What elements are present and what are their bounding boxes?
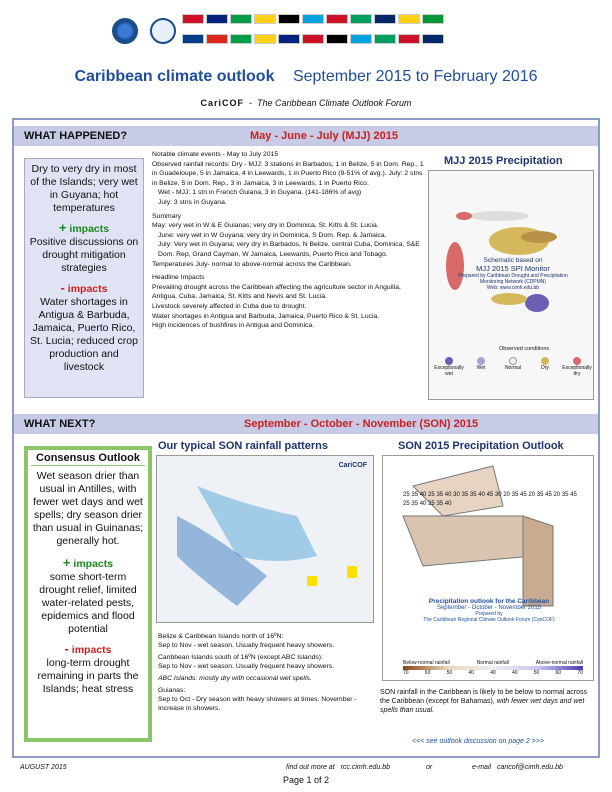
wmo-logo [150,18,176,44]
outlook-map-title: SON 2015 Precipitation Outlook [398,440,564,452]
legend-item: Normal [497,357,529,377]
summary-item: May: very wet in W & E Guianas; very dry in Dominica, St. Kitts & St. Lucia. [152,222,379,230]
flag-strip [182,14,462,52]
footer-or: or [426,764,433,771]
outlook-map: 25 35 40 25 35 40 30 35 35 40 45 30 20 35 45 20 35 45 20 35 45 25 35 40 25 35 40 Precipitation outlook for the Caribbean September - October - November 2015 Prepared by The Caribbean Regional Climate Outlook Forum (CariCOF) Below-normal rainfall Normal rainfall Above-normal rainfall 70 60 50 40 40 40 50 60 70 [382,455,594,681]
notable-item: Wet - MJJ: 1 stn in French Guiana, 3 in Guyana. (141-186% of avg) [158,189,362,197]
rainfall-map-title: Our typical SON rainfall patterns [158,440,328,452]
footer-email-link[interactable]: caricof@cimh.edu.bb [497,764,563,771]
notable-events: Notable climate events - May to July 2015 Observed rainfall records: Dry - MJJ: 3 stations in Barbados, 1 in Belize, 5 in Dom. Rep., 1 in Guadeloupe, 5 in Jamaica, 4 in Leewards, 1 in Puerto Rico (9-51% of avg.). July: 2 stns in Belize, 5 in Dom. Rep., 3 in Jamaica, 3 in Leewards, 1 in Puerto Rico. Wet - MJJ: 1 stn in French Guiana, 3 in Guyana. (141-186% of avg) July: 3 stns in Guyana. Summary May: very wet in W & E Guianas; very dry in Dominica, St. Kitts & St. Lucia. June: very wet in W Guyana; very dry in Dominica, S Dom. Rep. & Jamaica. July: Very wet in Guyana; very dry in Barbados, N Belize, central Cuba, Dominica, S&E Dom. Rep, Grand Cayman, W Jamaica, Leewards, Puerto Rico and Tobago. Temperatures July- normal to above-normal across the Caribbean. Headline Impacts Prevailing drought across the Caribbean affecting the agriculture sector in Anguilla, Antigua, Cuba, Jamaica, St. Kitts and Nevis and St. Lucia. Livestock severely affected in Cuba due to drought. Water shortages in Antigua and Barbuda, Jamaica, Puerto Rico & St. Lucia. High incidences of bushfires in Antigua and Dominica. [152,151,424,330]
page-title: Caribbean climate outlook September 2015 to February 2016 [74,68,538,85]
page-number: Page 1 of 2 [282,775,330,785]
rainfall-map-graphic [157,456,375,624]
headline-item: High incidences of bushfires in Antigua and Dominica. [152,322,315,330]
headline-item: Livestock severely affected in Cuba due to drought. [152,302,307,310]
rainfall-map: CariCOF [156,455,374,623]
mjj-legend [433,357,593,377]
legend-item: Exceptionally wet [433,357,465,377]
outlook-legend: Below-normal rainfall Normal rainfall Above-normal rainfall 70 60 50 40 40 40 50 60 70 [403,660,583,676]
legend-item: Exceptionally dry [561,357,593,377]
footer-site-link[interactable]: rcc.cimh.edu.bb [340,764,391,771]
notable-item: July: 3 stns in Guyana. [158,198,227,206]
summary-item: Temperatures July- normal to above-normal across the Caribbean. [152,260,352,268]
legend-item: Wet [465,357,497,377]
footer-find-more: find out more at rcc.cimh.edu.bb [286,764,391,771]
what-happened-band: WHAT HAPPENED? May - June - July (MJJ) 2015 [14,126,598,146]
summary-item: June: very wet in W Guyana; very dry in Dominica, S Dom. Rep. & Jamaica. [158,231,387,239]
what-next-band: WHAT NEXT? September - October - November (SON) 2015 [14,414,598,434]
what-next-sidebar: Consensus Outlook Wet season drier than usual in Antilles, with fewer wet days and wet spells; dry season drier than usual in Guinanas; generally hot. + impacts some short-term drought relief, limited water-related pests, epidemics and flood potential - impacts long-term drought remaining in parts the Islands; heat stress [24,446,152,742]
mjj-map-title: MJJ 2015 Precipitation [444,155,563,167]
legend-item: Dry [529,357,561,377]
rainfall-notes: Belize & Caribbean Islands north of 16ºN: Sep to Nov - wet season. Usually frequent heavy showers. Caribbean Islands south of 16ºN (except ABC Islands): Sep to Nov - wet season. Usually frequent heavy showers. ABC Islands: mostly dry with occasional wet spells. Guianas: Sep to Oct - Dry season with heavy showers at times. November - Increase in showers. [158,633,357,712]
notable-item: Observed rainfall records: Dry - MJJ: 3 stations in Barbados, 1 in Belize, 5 in Dom. Rep., 1 in Guadeloupe, 5 in Jamaica, 4 in Leewards, 1 in Puerto Rico (9-51% of avg.). July: 2 stns in Belize, 5 in Dom. Rep., 3 in Jamaica, 3 in Leewards, 1 in Puerto Rico. [152,160,424,187]
outlook-summary: SON rainfall in the Caribbean is likely to be below to normal across the Caribbean (except for Bahamas), with fewer wet days and wet spells than usual. [380,689,587,714]
page-subtitle: CariCOF - The Caribbean Climate Outlook Forum [200,98,412,108]
outlook-discussion-link[interactable]: <<< see outlook discussion on page 2 >>> [412,738,544,745]
headline-item: Prevailing drought across the Caribbean affecting the agriculture sector in Anguilla, Antigua, Cuba, Jamaica, St. Kitts and Nevis and St. Lucia. [152,283,401,301]
what-happened-sidebar: Dry to very dry in most of the Islands; very wet in Guyana; hot temperatures + impacts Positive discussions on drought mitigation strategies - impacts Water shortages in Antigua & Barbuda, Jamaica, Puerto Rico, St. Lucia; reduced crop production and livestock [24,158,144,398]
footer-email: e-mail caricof@cimh.edu.bb [472,764,563,771]
headline-item: Water shortages in Antigua and Barbuda, Jamaica, Puerto Rico & St. Lucia. [152,312,380,320]
summary-item: July: Very wet in Guyana; very dry in Barbados, N Belize, central Cuba, Dominica, S&E Dom. Rep, Grand Cayman, W Jamaica, Leewards, Puerto Rico and Tobago. [158,241,420,258]
mjj-map: Schematic based on MJJ 2015 SPI Monitor Prepared by Caribbean Drought and Precipitation Monitoring Network (CDPMN) Web: www.cimh.edu.bb Observed conditions Exceptionally wet Wet Normal Dry Exceptionally dry [428,170,594,400]
noaa-logo [112,18,138,44]
footer-date: AUGUST 2015 [20,764,67,771]
outlook-numbers: 25 35 40 25 35 40 30 35 35 40 45 30 20 35 45 20 35 45 20 35 45 25 35 40 25 35 40 [403,492,577,507]
